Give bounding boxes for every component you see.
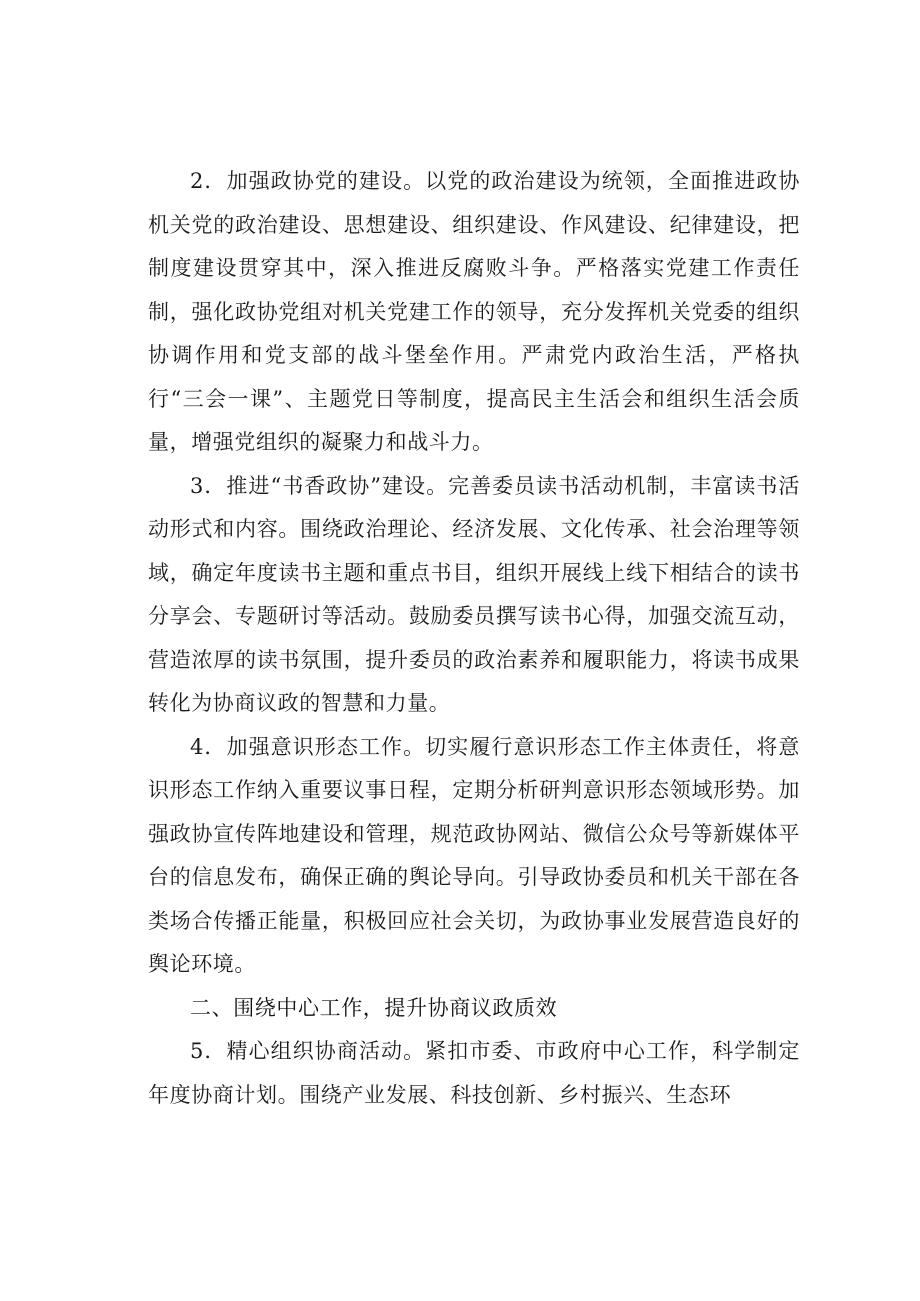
paragraph-5: 5．精心组织协商活动。紧扣市委、市政府中心工作，科学制定年度协商计划。围绕产业发展、科技创新、乡村振兴、生态环 bbox=[148, 1039, 800, 1107]
paragraph-2: 2．加强政协党的建设。以党的政治建设为统领，全面推进政协机关党的政治建设、思想建设、组织建设、作风建设、纪律建设，把制度建设贯穿其中，深入推进反腐败斗争。严格落实党建工作责任制，强化政协党组对机关党建工作的领导，充分发挥机关党委的组织协调作用和党支部的战斗堡垒作用。严肃党内政治生活，严格执行“三会一课”、主题党日等制度，提高民主生活会和组织生活会质量，增强党组织的凝聚力和战斗力。 bbox=[148, 169, 800, 454]
paragraph-4: 4．加强意识形态工作。切实履行意识形态工作主体责任，将意识形态工作纳入重要议事日程，定期分析研判意识形态领域形势。加强政协宣传阵地建设和管理，规范政协网站、微信公众号等新媒体平台的信息发布，确保正确的舆论导向。引导政协委员和机关干部在各类场合传播正能量，积极回应社会关切，为政协事业发展营造良好的舆论环境。 bbox=[148, 734, 800, 976]
section-heading-2: 二、围绕中心工作，提升协商议政质效 bbox=[190, 995, 558, 1020]
document-body bbox=[148, 160, 800, 1117]
paragraph-3: 3．推进“书香政协”建设。完善委员读书活动机制，丰富读书活动形式和内容。围绕政治理论、经济发展、文化传承、社会治理等领域，确定年度读书主题和重点书目，组织开展线上线下相结合的读书分享会、专题研讨等活动。鼓励委员撰写读书心得，加强交流互动，营造浓厚的读书氛围，提升委员的政治素养和履职能力，将读书成果转化为协商议政的智慧和力量。 bbox=[148, 473, 800, 715]
